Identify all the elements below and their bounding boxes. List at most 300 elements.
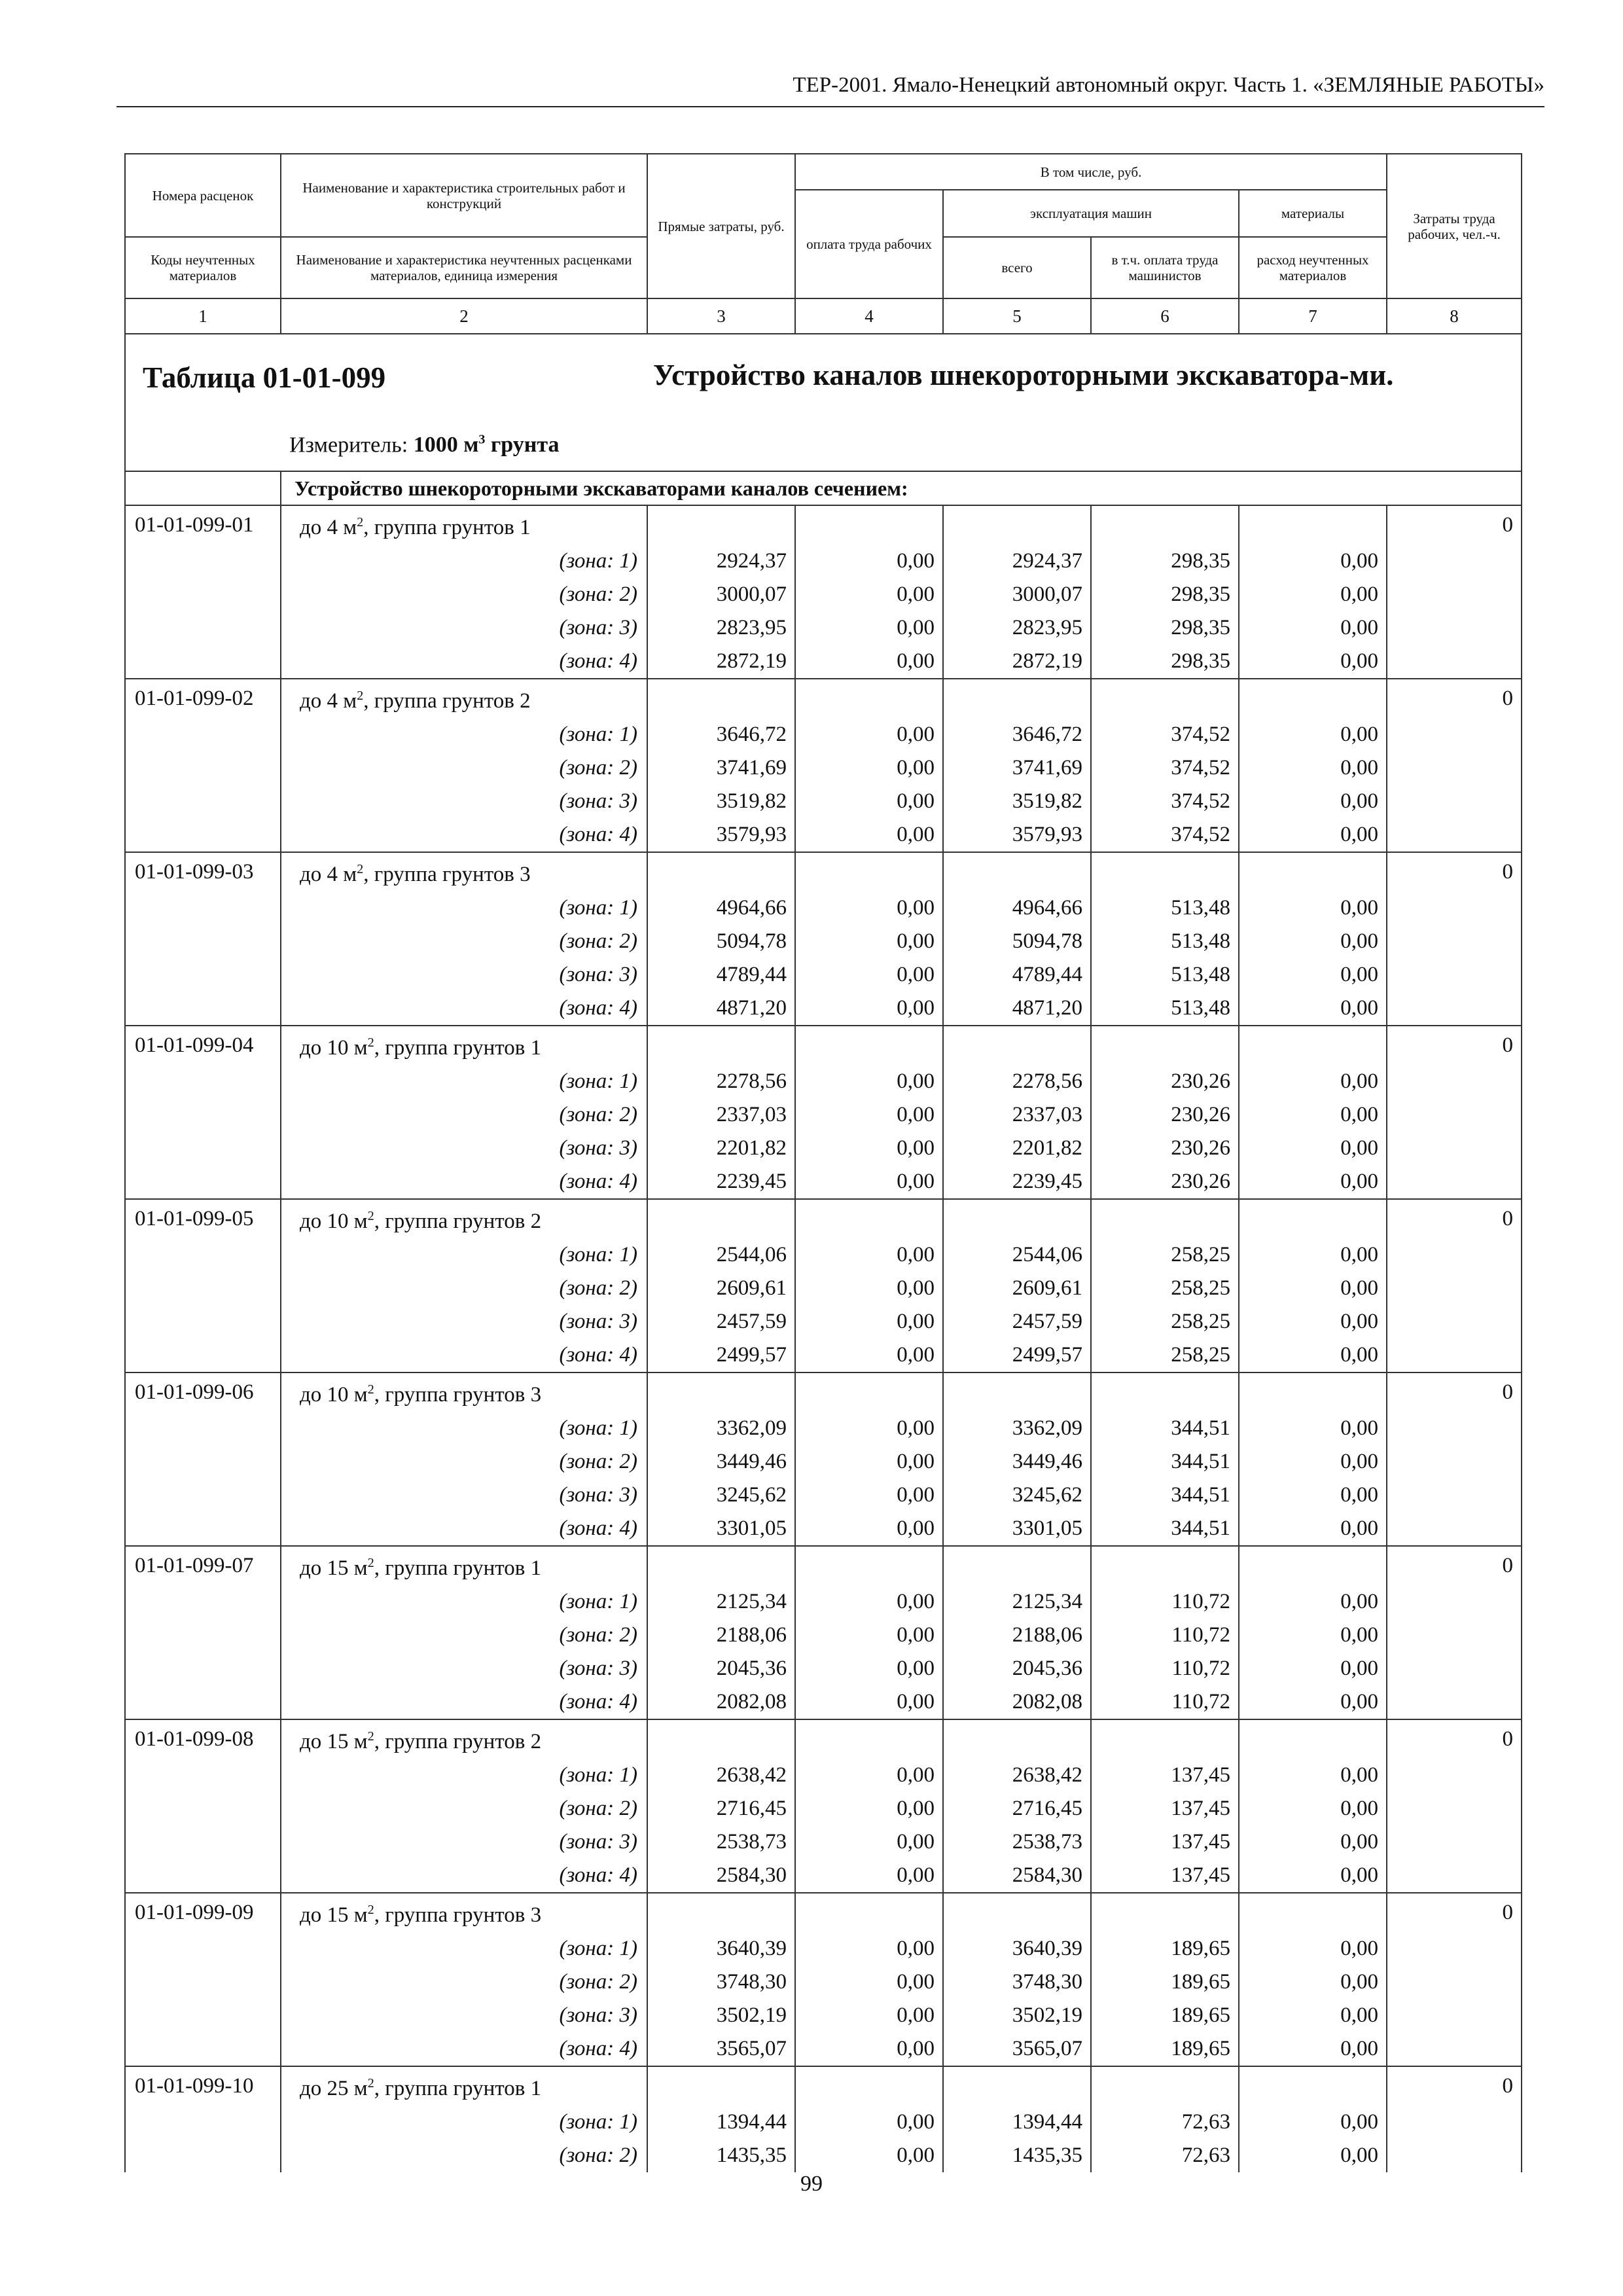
machines-value: 3565,07 xyxy=(943,2032,1091,2066)
zone-label: (зона: 1) xyxy=(281,1238,647,1272)
wages-value: 0,00 xyxy=(795,1792,943,1825)
operators-wages-value: 258,25 xyxy=(1091,1238,1239,1272)
machines-value: 3502,19 xyxy=(943,1999,1091,2032)
column-number: 3 xyxy=(647,298,795,334)
rate-row xyxy=(125,1026,1522,1065)
materials-value: 0,00 xyxy=(1239,645,1387,679)
zone-label: (зона: 2) xyxy=(281,1619,647,1652)
empty-cell xyxy=(125,1445,281,1479)
empty-cell xyxy=(1091,1199,1239,1238)
machines-value: 2499,57 xyxy=(943,1338,1091,1372)
materials-value: 0,00 xyxy=(1239,1859,1387,1893)
wages-value: 0,00 xyxy=(795,1479,943,1512)
zone-row xyxy=(125,1932,1522,1965)
wages-value: 0,00 xyxy=(795,645,943,679)
empty-cell xyxy=(943,505,1091,545)
empty-cell xyxy=(1387,1238,1522,1272)
materials-value: 0,00 xyxy=(1239,2106,1387,2139)
wages-value: 0,00 xyxy=(795,1412,943,1445)
machines-value: 2823,95 xyxy=(943,611,1091,645)
empty-cell xyxy=(125,1238,281,1272)
wages-value: 0,00 xyxy=(795,1759,943,1792)
empty-cell xyxy=(1387,2032,1522,2066)
rate-name-suffix: , группа грунтов 1 xyxy=(374,1556,542,1580)
operators-wages-value: 374,52 xyxy=(1091,751,1239,785)
rate-row xyxy=(125,1546,1522,1585)
empty-cell xyxy=(125,2139,281,2172)
empty-cell xyxy=(125,1098,281,1132)
empty-cell xyxy=(125,1932,281,1965)
direct-costs-value: 2337,03 xyxy=(647,1098,795,1132)
materials-value: 0,00 xyxy=(1239,578,1387,611)
wages-value: 0,00 xyxy=(795,1585,943,1619)
rate-name-sup: 2 xyxy=(367,1556,374,1570)
rate-name xyxy=(281,852,647,891)
empty-cell xyxy=(125,1065,281,1098)
zone-label: (зона: 1) xyxy=(281,545,647,578)
operators-wages-value: 189,65 xyxy=(1091,1932,1239,1965)
zone-row xyxy=(125,751,1522,785)
machines-value: 3646,72 xyxy=(943,718,1091,751)
zone-label: (зона: 3) xyxy=(281,1305,647,1338)
operators-wages-value: 298,35 xyxy=(1091,578,1239,611)
zone-row xyxy=(125,2032,1522,2066)
rate-name-prefix: до 15 м xyxy=(300,1903,368,1927)
empty-cell xyxy=(943,852,1091,891)
empty-cell xyxy=(647,1199,795,1238)
materials-value: 0,00 xyxy=(1239,1132,1387,1165)
empty-cell xyxy=(647,1893,795,1932)
empty-cell xyxy=(1387,1512,1522,1546)
empty-cell xyxy=(125,891,281,925)
empty-cell xyxy=(1239,1372,1387,1412)
rate-name xyxy=(281,505,647,545)
rate-code: 01-01-099-01 xyxy=(125,505,281,545)
machines-value: 2716,45 xyxy=(943,1792,1091,1825)
zone-row xyxy=(125,958,1522,992)
direct-costs-value: 2538,73 xyxy=(647,1825,795,1859)
empty-cell xyxy=(125,1652,281,1685)
empty-cell xyxy=(795,852,943,891)
machines-value: 2872,19 xyxy=(943,645,1091,679)
zone-row xyxy=(125,891,1522,925)
rate-name-prefix: до 25 м xyxy=(300,2077,368,2100)
empty-cell xyxy=(795,1546,943,1585)
materials-value: 0,00 xyxy=(1239,1338,1387,1372)
empty-cell xyxy=(125,611,281,645)
wages-value: 0,00 xyxy=(795,1965,943,1999)
empty-cell xyxy=(1387,1619,1522,1652)
zone-row xyxy=(125,1859,1522,1893)
materials-value: 0,00 xyxy=(1239,1098,1387,1132)
direct-costs-value: 2457,59 xyxy=(647,1305,795,1338)
empty-cell xyxy=(647,505,795,545)
zone-label: (зона: 3) xyxy=(281,1999,647,2032)
empty-cell xyxy=(125,1412,281,1445)
rate-name-suffix: , группа грунтов 1 xyxy=(363,516,531,539)
operators-wages-value: 344,51 xyxy=(1091,1512,1239,1546)
zone-label: (зона: 4) xyxy=(281,1859,647,1893)
machines-value: 3000,07 xyxy=(943,578,1091,611)
empty-cell xyxy=(943,2066,1091,2106)
direct-costs-value: 2609,61 xyxy=(647,1272,795,1305)
direct-costs-value: 3565,07 xyxy=(647,2032,795,2066)
zone-label: (зона: 1) xyxy=(281,718,647,751)
zone-row xyxy=(125,545,1522,578)
labor-value: 0 xyxy=(1387,505,1522,545)
rate-row xyxy=(125,1719,1522,1759)
machines-value: 3640,39 xyxy=(943,1932,1091,1965)
direct-costs-value: 3741,69 xyxy=(647,751,795,785)
machines-value: 1435,35 xyxy=(943,2139,1091,2172)
machines-value: 3579,93 xyxy=(943,818,1091,852)
empty-cell xyxy=(125,2032,281,2066)
empty-cell xyxy=(1387,1759,1522,1792)
empty-cell xyxy=(1387,1585,1522,1619)
zone-row xyxy=(125,1479,1522,1512)
rate-name-sup: 2 xyxy=(357,515,364,529)
empty-cell xyxy=(125,1825,281,1859)
empty-cell xyxy=(795,505,943,545)
zone-label: (зона: 2) xyxy=(281,1445,647,1479)
labor-value: 0 xyxy=(1387,1546,1522,1585)
zone-row xyxy=(125,1685,1522,1719)
machines-value: 4789,44 xyxy=(943,958,1091,992)
zone-label: (зона: 2) xyxy=(281,925,647,958)
zone-row xyxy=(125,2139,1522,2172)
empty-cell xyxy=(1387,2106,1522,2139)
rate-name xyxy=(281,2066,647,2106)
materials-value: 0,00 xyxy=(1239,925,1387,958)
machines-value: 2584,30 xyxy=(943,1859,1091,1893)
zone-label: (зона: 4) xyxy=(281,645,647,679)
materials-value: 0,00 xyxy=(1239,1479,1387,1512)
empty-cell xyxy=(1239,1893,1387,1932)
zone-label: (зона: 4) xyxy=(281,1165,647,1199)
empty-cell xyxy=(125,1132,281,1165)
empty-cell xyxy=(125,1338,281,1372)
materials-value: 0,00 xyxy=(1239,1305,1387,1338)
materials-value: 0,00 xyxy=(1239,1165,1387,1199)
rate-code: 01-01-099-08 xyxy=(125,1719,281,1759)
operators-wages-value: 110,72 xyxy=(1091,1585,1239,1619)
operators-wages-value: 189,65 xyxy=(1091,2032,1239,2066)
rate-name-suffix: , группа грунтов 1 xyxy=(374,2077,542,2100)
operators-wages-value: 374,52 xyxy=(1091,785,1239,818)
rate-code: 01-01-099-05 xyxy=(125,1199,281,1238)
empty-cell xyxy=(125,958,281,992)
operators-wages-value: 230,26 xyxy=(1091,1165,1239,1199)
empty-cell xyxy=(1387,1338,1522,1372)
materials-value: 0,00 xyxy=(1239,1759,1387,1792)
labor-value: 0 xyxy=(1387,1372,1522,1412)
operators-wages-value: 258,25 xyxy=(1091,1305,1239,1338)
rate-code: 01-01-099-02 xyxy=(125,679,281,718)
wages-value: 0,00 xyxy=(795,1272,943,1305)
operators-wages-value: 137,45 xyxy=(1091,1859,1239,1893)
machines-value: 2045,36 xyxy=(943,1652,1091,1685)
direct-costs-value: 2823,95 xyxy=(647,611,795,645)
direct-costs-value: 2544,06 xyxy=(647,1238,795,1272)
rate-name-prefix: до 15 м xyxy=(300,1556,368,1580)
empty-cell xyxy=(647,1026,795,1065)
direct-costs-value: 3579,93 xyxy=(647,818,795,852)
header-material-names: Наименование и характеристика неучтенных расценками материалов, единица измерения xyxy=(281,237,647,298)
labor-value: 0 xyxy=(1387,1026,1522,1065)
zone-label: (зона: 1) xyxy=(281,1759,647,1792)
zone-label: (зона: 2) xyxy=(281,578,647,611)
zone-label: (зона: 3) xyxy=(281,1479,647,1512)
direct-costs-value: 4964,66 xyxy=(647,891,795,925)
wages-value: 0,00 xyxy=(795,1652,943,1685)
machines-value: 2638,42 xyxy=(943,1759,1091,1792)
materials-value: 0,00 xyxy=(1239,1065,1387,1098)
zone-row xyxy=(125,578,1522,611)
empty-cell xyxy=(943,1546,1091,1585)
zone-label: (зона: 3) xyxy=(281,958,647,992)
rate-code: 01-01-099-07 xyxy=(125,1546,281,1585)
rate-name-sup: 2 xyxy=(357,862,364,876)
zone-label: (зона: 3) xyxy=(281,1825,647,1859)
zone-row xyxy=(125,1825,1522,1859)
rate-name-sup: 2 xyxy=(367,1382,374,1397)
measure-prefix: Измеритель: xyxy=(289,433,414,457)
wages-value: 0,00 xyxy=(795,1238,943,1272)
direct-costs-value: 2082,08 xyxy=(647,1685,795,1719)
empty-cell xyxy=(1091,1026,1239,1065)
rate-name-prefix: до 10 м xyxy=(300,1210,368,1233)
wages-value: 0,00 xyxy=(795,1825,943,1859)
operators-wages-value: 189,65 xyxy=(1091,1965,1239,1999)
zone-label: (зона: 3) xyxy=(281,1132,647,1165)
empty-cell xyxy=(1387,751,1522,785)
rate-name-suffix: , группа грунтов 2 xyxy=(374,1730,542,1753)
machines-value: 1394,44 xyxy=(943,2106,1091,2139)
empty-cell xyxy=(1387,1792,1522,1825)
empty-cell xyxy=(943,1719,1091,1759)
empty-cell xyxy=(1387,1165,1522,1199)
empty-cell xyxy=(125,785,281,818)
operators-wages-value: 230,26 xyxy=(1091,1098,1239,1132)
rate-name-prefix: до 4 м xyxy=(300,516,357,539)
empty-cell xyxy=(1239,505,1387,545)
empty-cell xyxy=(1387,785,1522,818)
zone-label: (зона: 2) xyxy=(281,1965,647,1999)
machines-value: 2609,61 xyxy=(943,1272,1091,1305)
rates-table xyxy=(124,153,1521,2172)
labor-value: 0 xyxy=(1387,2066,1522,2106)
empty-cell xyxy=(647,852,795,891)
zone-row xyxy=(125,1338,1522,1372)
machines-value: 3748,30 xyxy=(943,1965,1091,1999)
rate-row xyxy=(125,679,1522,718)
column-number: 8 xyxy=(1387,298,1522,334)
measure-value: 1000 м xyxy=(413,433,479,457)
empty-cell xyxy=(125,2106,281,2139)
empty-cell xyxy=(1239,2066,1387,2106)
direct-costs-value: 3502,19 xyxy=(647,1999,795,2032)
direct-costs-value: 2045,36 xyxy=(647,1652,795,1685)
machines-value: 2544,06 xyxy=(943,1238,1091,1272)
operators-wages-value: 137,45 xyxy=(1091,1825,1239,1859)
header-machines-total: всего xyxy=(943,237,1091,298)
empty-cell xyxy=(125,751,281,785)
machines-value: 4964,66 xyxy=(943,891,1091,925)
zone-row xyxy=(125,1412,1522,1445)
direct-costs-value: 2188,06 xyxy=(647,1619,795,1652)
empty-cell xyxy=(1387,1132,1522,1165)
zone-row xyxy=(125,1272,1522,1305)
operators-wages-value: 110,72 xyxy=(1091,1619,1239,1652)
header-direct-costs: Прямые затраты, руб. xyxy=(647,154,795,298)
machines-value: 3245,62 xyxy=(943,1479,1091,1512)
operators-wages-value: 513,48 xyxy=(1091,958,1239,992)
empty-cell xyxy=(125,1859,281,1893)
direct-costs-value: 4871,20 xyxy=(647,992,795,1026)
operators-wages-value: 298,35 xyxy=(1091,545,1239,578)
direct-costs-value: 3000,07 xyxy=(647,578,795,611)
empty-cell xyxy=(1387,545,1522,578)
operators-wages-value: 344,51 xyxy=(1091,1412,1239,1445)
empty-cell xyxy=(795,1199,943,1238)
rate-code: 01-01-099-09 xyxy=(125,1893,281,1932)
empty-cell xyxy=(1091,1546,1239,1585)
direct-costs-value: 4789,44 xyxy=(647,958,795,992)
materials-value: 0,00 xyxy=(1239,1685,1387,1719)
zone-row xyxy=(125,785,1522,818)
materials-value: 0,00 xyxy=(1239,818,1387,852)
machines-value: 3362,09 xyxy=(943,1412,1091,1445)
rate-name-sup: 2 xyxy=(367,1035,374,1050)
rate-name-suffix: , группа грунтов 3 xyxy=(363,863,531,886)
header-work-name: Наименование и характеристика строительных работ и конструкций xyxy=(281,154,647,237)
empty-cell xyxy=(795,1372,943,1412)
empty-cell xyxy=(125,718,281,751)
empty-cell xyxy=(1091,679,1239,718)
direct-costs-value: 2584,30 xyxy=(647,1859,795,1893)
wages-value: 0,00 xyxy=(795,1932,943,1965)
wages-value: 0,00 xyxy=(795,1619,943,1652)
operators-wages-value: 258,25 xyxy=(1091,1272,1239,1305)
materials-value: 0,00 xyxy=(1239,1792,1387,1825)
column-numbers xyxy=(125,298,1522,334)
zone-label: (зона: 1) xyxy=(281,1412,647,1445)
rate-name xyxy=(281,1199,647,1238)
rate-name-suffix: , группа грунтов 3 xyxy=(374,1383,542,1407)
direct-costs-value: 3519,82 xyxy=(647,785,795,818)
empty-cell xyxy=(125,645,281,679)
table-label: Таблица 01-01-099 xyxy=(143,361,386,394)
rate-name-suffix: , группа грунтов 3 xyxy=(374,1903,542,1927)
rate-name xyxy=(281,1546,647,1585)
zone-row xyxy=(125,1999,1522,2032)
wages-value: 0,00 xyxy=(795,785,943,818)
empty-cell xyxy=(125,545,281,578)
empty-cell xyxy=(943,1026,1091,1065)
wages-value: 0,00 xyxy=(795,1512,943,1546)
empty-cell xyxy=(1091,1372,1239,1412)
rate-name-suffix: , группа грунтов 2 xyxy=(363,689,531,713)
measure-sup: 3 xyxy=(478,433,486,447)
operators-wages-value: 230,26 xyxy=(1091,1065,1239,1098)
rate-row xyxy=(125,2066,1522,2106)
operators-wages-value: 513,48 xyxy=(1091,925,1239,958)
machines-value: 3449,46 xyxy=(943,1445,1091,1479)
wages-value: 0,00 xyxy=(795,1445,943,1479)
empty-cell xyxy=(1387,1652,1522,1685)
zone-label: (зона: 4) xyxy=(281,1685,647,1719)
wages-value: 0,00 xyxy=(795,718,943,751)
operators-wages-value: 72,63 xyxy=(1091,2106,1239,2139)
operators-wages-value: 189,65 xyxy=(1091,1999,1239,2032)
zone-row xyxy=(125,1512,1522,1546)
rate-name-sup: 2 xyxy=(367,1209,374,1223)
direct-costs-value: 2239,45 xyxy=(647,1165,795,1199)
empty-cell xyxy=(125,1479,281,1512)
zone-row xyxy=(125,1652,1522,1685)
empty-cell xyxy=(647,1372,795,1412)
rate-name-sup: 2 xyxy=(357,689,364,703)
wages-value: 0,00 xyxy=(795,992,943,1026)
empty-cell xyxy=(943,1372,1091,1412)
zone-row xyxy=(125,818,1522,852)
empty-cell xyxy=(125,1585,281,1619)
empty-cell xyxy=(1387,925,1522,958)
rate-name xyxy=(281,1719,647,1759)
rate-name xyxy=(281,1893,647,1932)
direct-costs-value: 1394,44 xyxy=(647,2106,795,2139)
materials-value: 0,00 xyxy=(1239,611,1387,645)
empty-cell xyxy=(1387,1999,1522,2032)
operators-wages-value: 298,35 xyxy=(1091,611,1239,645)
empty-cell xyxy=(647,679,795,718)
wages-value: 0,00 xyxy=(795,751,943,785)
rate-name-prefix: до 15 м xyxy=(300,1730,368,1753)
table-title-block xyxy=(125,334,1522,471)
zone-label: (зона: 4) xyxy=(281,1512,647,1546)
empty-cell xyxy=(1387,958,1522,992)
direct-costs-value: 2872,19 xyxy=(647,645,795,679)
empty-cell xyxy=(647,1546,795,1585)
measure-unit xyxy=(289,433,559,457)
empty-cell xyxy=(1387,1932,1522,1965)
zone-row xyxy=(125,1065,1522,1098)
table-header xyxy=(125,154,1522,298)
machines-value: 3519,82 xyxy=(943,785,1091,818)
rate-row xyxy=(125,1372,1522,1412)
operators-wages-value: 258,25 xyxy=(1091,1338,1239,1372)
zone-row xyxy=(125,1445,1522,1479)
empty-cell xyxy=(1239,1199,1387,1238)
section-heading: Устройство шнекороторными экскаваторами каналов сечением: xyxy=(281,471,1522,505)
materials-value: 0,00 xyxy=(1239,1825,1387,1859)
wages-value: 0,00 xyxy=(795,1999,943,2032)
header-operators-wages: в т.ч. оплата труда машинистов xyxy=(1091,237,1239,298)
measure-suffix: грунта xyxy=(485,433,560,457)
rate-code: 01-01-099-06 xyxy=(125,1372,281,1412)
labor-value: 0 xyxy=(1387,1719,1522,1759)
materials-value: 0,00 xyxy=(1239,1585,1387,1619)
zone-row xyxy=(125,1165,1522,1199)
column-number: 5 xyxy=(943,298,1091,334)
machines-value: 2125,34 xyxy=(943,1585,1091,1619)
empty-cell xyxy=(125,1305,281,1338)
operators-wages-value: 344,51 xyxy=(1091,1445,1239,1479)
header-including: В том числе, руб. xyxy=(795,154,1387,190)
empty-cell xyxy=(795,679,943,718)
rate-code: 01-01-099-04 xyxy=(125,1026,281,1065)
rate-code: 01-01-099-10 xyxy=(125,2066,281,2106)
